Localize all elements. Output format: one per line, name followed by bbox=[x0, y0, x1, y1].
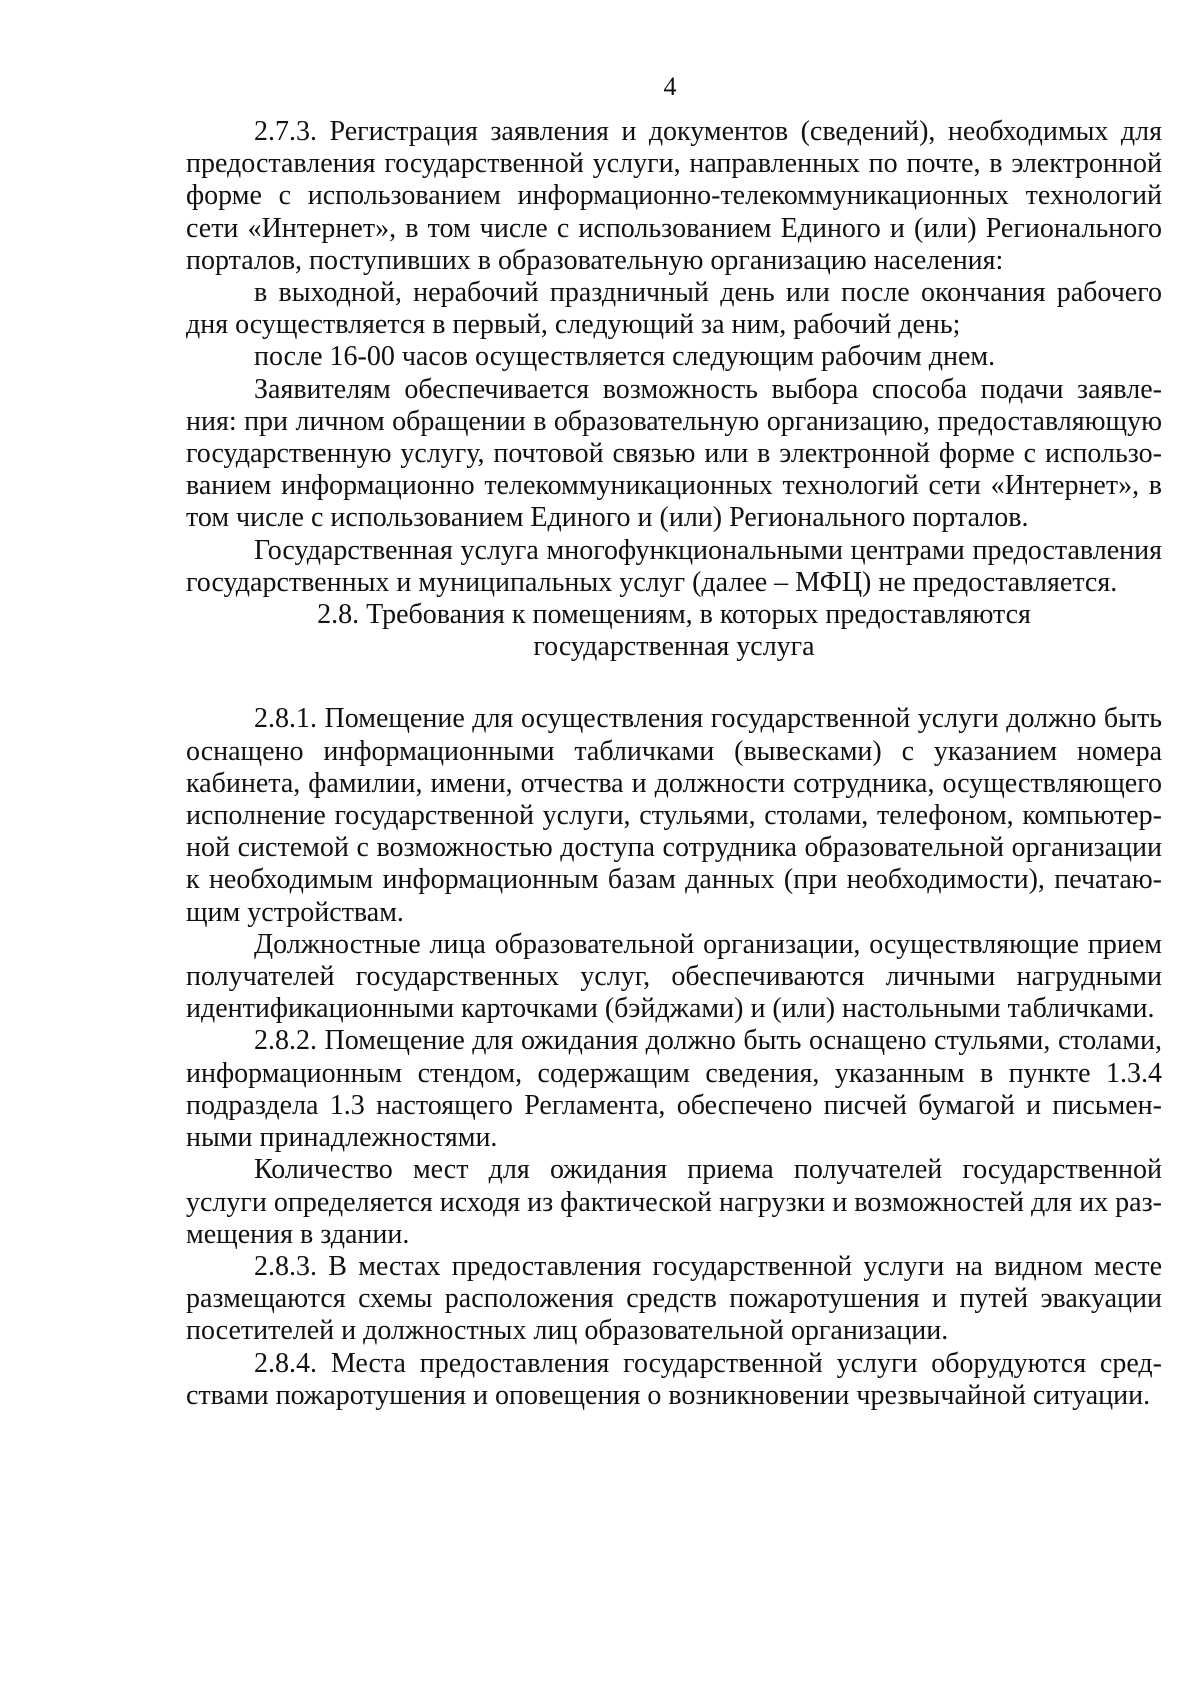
page-number: 4 bbox=[663, 72, 677, 101]
paragraph-after-16-00: после 16-00 часов осуществляется следующим рабочим днем. bbox=[254, 341, 996, 373]
section-heading-line-1: 2.8. Требования к помещениям, в которых предоставляются bbox=[317, 599, 1031, 631]
paragraph-waiting-places: Количество мест для ожидания приема получателей государственной услуги определяется исходя из фактической нагрузки и возможностей для их размещения в здании. bbox=[186, 1154, 1162, 1250]
paragraph-2-7-3: 2.7.3. Регистрация заявления и документов (сведений), необходимых для предоставления государственной услуги, направленных по почте, в электронной форме с использованием информационно-телекоммуникационных технологий сети «Интернет», в том числе с использованием Единого и (или) Регионального порталов, поступивших в образовательную организацию населения: bbox=[186, 116, 1162, 276]
section-heading-line-2: государственная услуга bbox=[533, 631, 815, 663]
section-heading-2-8 bbox=[186, 599, 1162, 663]
paragraph-2-8-4: 2.8.4. Места предоставления государственной услуги оборудуются средствами пожаротушения и оповещения о возникновении чрезвычайной ситуации. bbox=[186, 1347, 1162, 1411]
paragraph-weekend-registration: в выходной, нерабочий праздничный день или после окончания рабочего дня осуществляется в первый, следующий за ним, рабочий день; bbox=[186, 277, 1162, 341]
paragraph-mfc: Государственная услуга многофункциональными центрами предоставления государственных и муниципальных услуг (далее – МФЦ) не предоставляется. bbox=[186, 534, 1162, 598]
document-body bbox=[186, 116, 1162, 1412]
paragraph-submission-methods: Заявителям обеспечивается возможность выбора способа подачи заявления: при личном обращении в образовательную организацию, предоставляющую государственную услугу, почтовой связью или в электронной форме с использованием информационно телекоммуникационных технологий сети «Интернет», в том числе с использованием Единого и (или) Регионального порталов. bbox=[186, 373, 1162, 534]
paragraph-officials-badges: Должностные лица образовательной организации, осуществляющие прием получателей государственных услуг, обеспечиваются личными нагрудными идентификационными карточками (бэйджами) и (или) настольными табличками. bbox=[186, 928, 1162, 1025]
paragraph-2-8-1: 2.8.1. Помещение для осуществления государственной услуги должно быть оснащено информационными табличками (вывесками) с указанием номера кабинета, фамилии, имени, отчества и должности сотрудника, осуществляющего исполнение государственной услуги, стульями, столами, телефоном, компьютерной системой с возможностью доступа сотрудника образовательной организации к необходимым информационным базам данных (при необходимости), печатающим устройствам. bbox=[186, 703, 1162, 928]
paragraph-2-8-2: 2.8.2. Помещение для ожидания должно быть оснащено стульями, столами, информационным стендом, содержащим сведения, указанным в пункте 1.3.4 подраздела 1.3 настоящего Регламента, обеспечено писчей бумагой и письменными принадлежностями. bbox=[186, 1025, 1162, 1154]
paragraph-2-8-3: 2.8.3. В местах предоставления государственной услуги на видном месте размещаются схемы расположения средств пожаротушения и путей эвакуации посетителей и должностных лиц образовательной организации. bbox=[186, 1250, 1162, 1347]
